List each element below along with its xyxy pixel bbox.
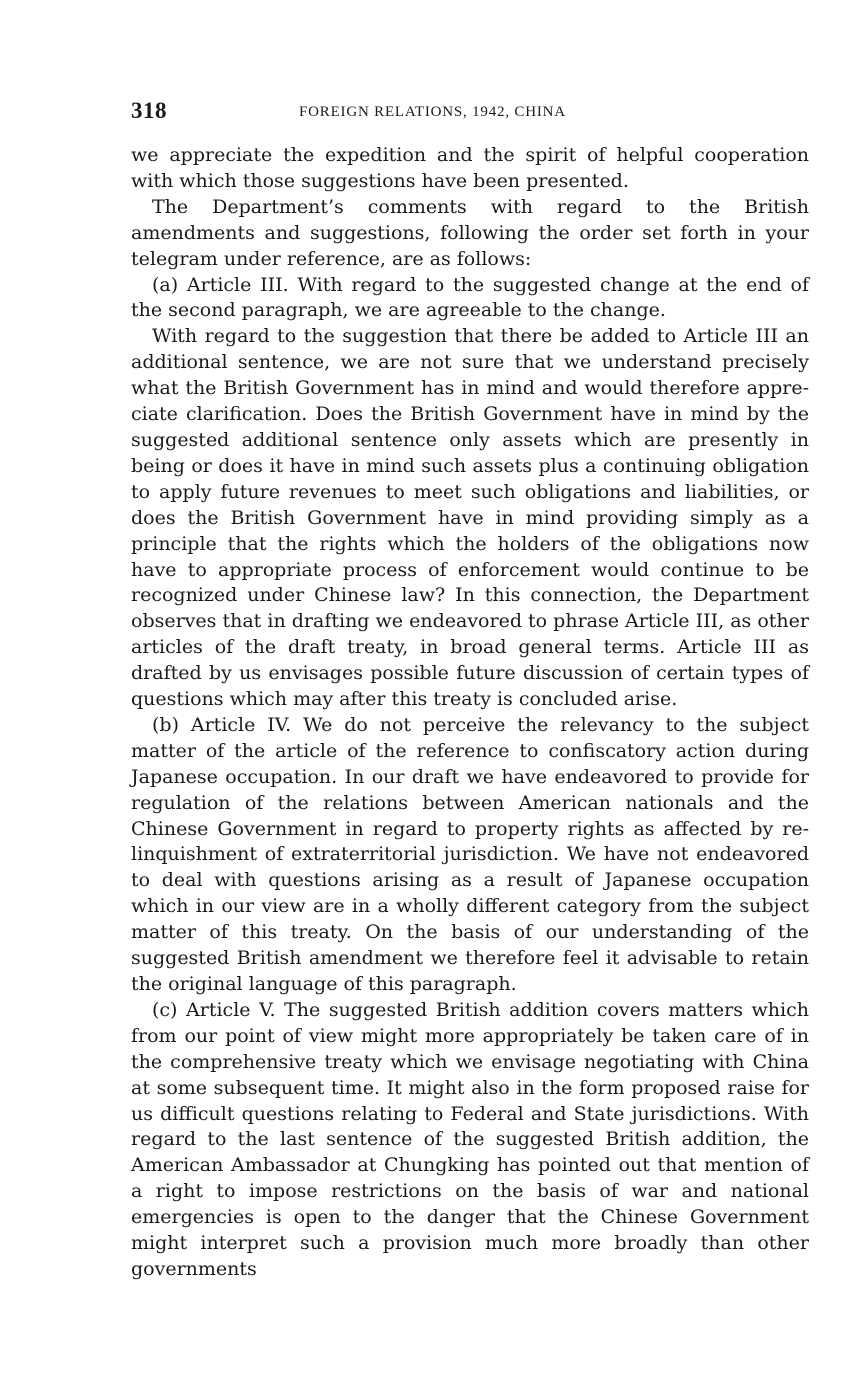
paragraph-department-comments: The Department’s comments with regard to the British amendments and suggestions, following the order set forth in your telegram under reference, are as follows: — [131, 195, 809, 270]
page-header — [131, 98, 809, 128]
running-head: FOREIGN RELATIONS, 1942, CHINA — [299, 104, 566, 120]
body-text — [131, 143, 809, 1283]
paragraph-article-iv: (b) Article IV. We do not perceive the relevancy to the subject matter of the article of the reference to confiscatory action during Japanese occupation. In our draft we have endeavored to provide for regulation of the relations between American nationals and the Chinese Government in regard to property rights as affected by relinquishment of extraterritorial jurisdiction. We have not endeavored to deal with questions arising as a result of Japanese occupation which in our view are in a wholly different category from the subject matter of this treaty. On the basis of our understanding of the suggested British amendment we therefore feel it advisable to retain the original language of this paragraph. — [131, 713, 809, 995]
paragraph-article-v: (c) Article V. The suggested British addition covers matters which from our point of view might more appropriately be taken care of in the comprehensive treaty which we envisage negotiating with China at some subsequent time. It might also in the form proposed raise for us difficult questions relating to Federal and State jurisdictions. With regard to the last sentence of the suggested British addition, the American Ambassador at Chungking has pointed out that mention of a right to impose restrictions on the basis of war and national emergencies is open to the danger that the Chinese Government might interpret such a provision much more broadly than other governments — [131, 998, 809, 1280]
page-number: 318 — [131, 98, 167, 123]
paragraph-article-iii-addition: With regard to the suggestion that there be added to Article III an additional sentence, we are not sure that we understand precisely what the British Government has in mind and would therefore appreciate clarification. Does the British Government have in mind by the suggested additional sentence only assets which are presently in being or does it have in mind such assets plus a continuing obligation to apply future revenues to meet such obligations and liabilities, or does the British Government have in mind providing simply as a principle that the rights which the holders of the obligations now have to appropriate process of enforcement would continue to be recognized under Chinese law? In this connection, the Department observes that in drafting we endeavored to phrase Article III, as other articles of the draft treaty, in broad general terms. Article III as drafted by us envisages possible future discussion of certain types of questions which may after this treaty is concluded arise. — [131, 325, 809, 711]
paragraph-continuation: we appreciate the expedition and the spirit of helpful cooperation with which those suggestions have been presented. — [131, 144, 809, 192]
paragraph-article-iii: (a) Article III. With regard to the suggested change at the end of the second paragraph, we are agreeable to the change. — [131, 273, 809, 322]
